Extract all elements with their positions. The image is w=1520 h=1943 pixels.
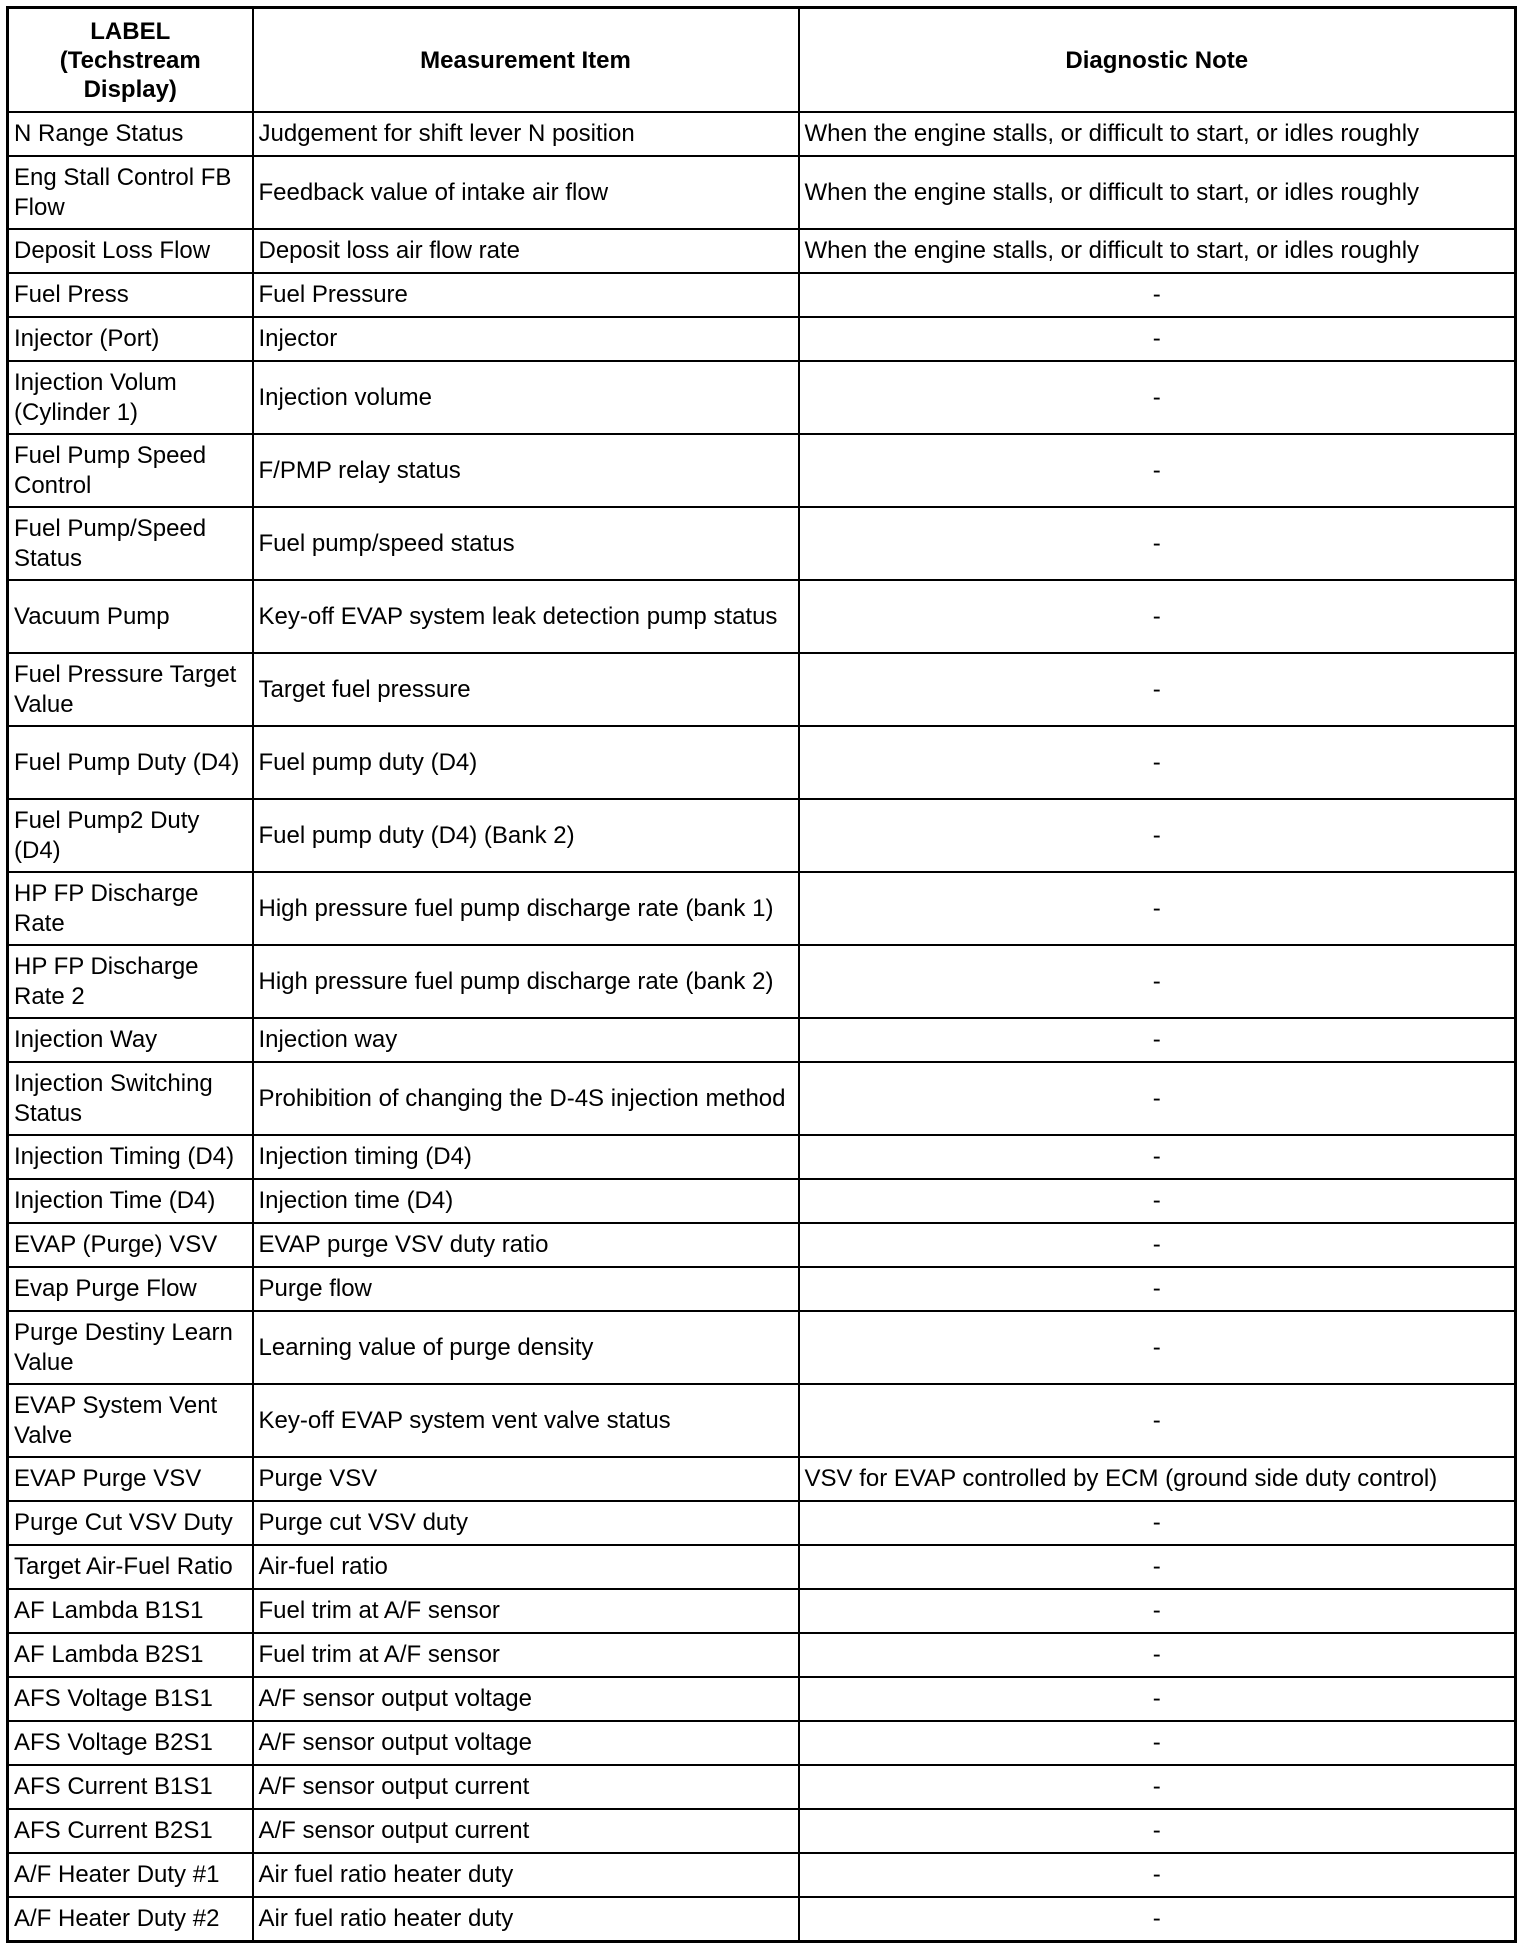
header-label-line: Display)	[83, 75, 177, 103]
table-row	[8, 872, 1516, 945]
table-row	[8, 507, 1516, 580]
cell-label: Vacuum Pump	[8, 580, 253, 653]
table-row	[8, 434, 1516, 507]
cell-measurement-item: Air fuel ratio heater duty	[253, 1897, 799, 1942]
table-header-row	[8, 8, 1516, 113]
table-row	[8, 1765, 1516, 1809]
table-row	[8, 945, 1516, 1018]
cell-diagnostic-note: -	[799, 1135, 1516, 1179]
cell-measurement-item: Fuel pump/speed status	[253, 507, 799, 580]
cell-label: Deposit Loss Flow	[8, 229, 253, 273]
cell-diagnostic-note: -	[799, 1765, 1516, 1809]
table-row	[8, 1589, 1516, 1633]
table-row	[8, 317, 1516, 361]
cell-label: Injector (Port)	[8, 317, 253, 361]
table-row	[8, 273, 1516, 317]
cell-label: EVAP Purge VSV	[8, 1457, 253, 1501]
cell-label: HP FP Discharge Rate	[8, 872, 253, 945]
cell-measurement-item: F/PMP relay status	[253, 434, 799, 507]
table-row	[8, 1384, 1516, 1457]
cell-measurement-item: High pressure fuel pump discharge rate (bank 1)	[253, 872, 799, 945]
cell-diagnostic-note: -	[799, 1853, 1516, 1897]
cell-measurement-item: Feedback value of intake air flow	[253, 156, 799, 229]
table-row	[8, 1311, 1516, 1384]
cell-label: Injection Time (D4)	[8, 1179, 253, 1223]
cell-diagnostic-note: -	[799, 1589, 1516, 1633]
cell-diagnostic-note: -	[799, 1267, 1516, 1311]
cell-measurement-item: Air-fuel ratio	[253, 1545, 799, 1589]
cell-label: HP FP Discharge Rate 2	[8, 945, 253, 1018]
cell-measurement-item: A/F sensor output voltage	[253, 1721, 799, 1765]
cell-measurement-item: Injection way	[253, 1018, 799, 1062]
cell-measurement-item: Judgement for shift lever N position	[253, 112, 799, 156]
cell-measurement-item: Fuel pump duty (D4)	[253, 726, 799, 799]
cell-label: Fuel Pump Duty (D4)	[8, 726, 253, 799]
cell-measurement-item: A/F sensor output current	[253, 1765, 799, 1809]
header-measurement-item: Measurement Item	[253, 8, 799, 113]
cell-label: Fuel Pump/Speed Status	[8, 507, 253, 580]
cell-label: Fuel Pump Speed Control	[8, 434, 253, 507]
table-row	[8, 156, 1516, 229]
cell-label: AFS Voltage B2S1	[8, 1721, 253, 1765]
table-row	[8, 1809, 1516, 1853]
cell-label: AFS Current B2S1	[8, 1809, 253, 1853]
table-row	[8, 1501, 1516, 1545]
cell-measurement-item: Air fuel ratio heater duty	[253, 1853, 799, 1897]
table-row	[8, 799, 1516, 872]
cell-measurement-item: Purge VSV	[253, 1457, 799, 1501]
cell-diagnostic-note: VSV for EVAP controlled by ECM (ground side duty control)	[799, 1457, 1516, 1501]
cell-diagnostic-note: -	[799, 434, 1516, 507]
cell-diagnostic-note: -	[799, 945, 1516, 1018]
cell-diagnostic-note: -	[799, 361, 1516, 434]
table-row	[8, 580, 1516, 653]
cell-diagnostic-note: -	[799, 273, 1516, 317]
data-list-table	[6, 6, 1517, 1943]
cell-measurement-item: Fuel pump duty (D4) (Bank 2)	[253, 799, 799, 872]
table-body	[8, 112, 1516, 1942]
cell-label: Injection Way	[8, 1018, 253, 1062]
cell-measurement-item: Target fuel pressure	[253, 653, 799, 726]
cell-measurement-item: Deposit loss air flow rate	[253, 229, 799, 273]
cell-diagnostic-note: -	[799, 1018, 1516, 1062]
header-label	[8, 8, 253, 113]
cell-measurement-item: Key-off EVAP system vent valve status	[253, 1384, 799, 1457]
cell-label: AF Lambda B1S1	[8, 1589, 253, 1633]
cell-measurement-item: Injector	[253, 317, 799, 361]
cell-measurement-item: Fuel Pressure	[253, 273, 799, 317]
cell-label: AFS Voltage B1S1	[8, 1677, 253, 1721]
cell-diagnostic-note: -	[799, 726, 1516, 799]
table-row	[8, 1457, 1516, 1501]
table-row	[8, 112, 1516, 156]
cell-measurement-item: EVAP purge VSV duty ratio	[253, 1223, 799, 1267]
table-row	[8, 1179, 1516, 1223]
cell-label: Purge Cut VSV Duty	[8, 1501, 253, 1545]
cell-diagnostic-note: -	[799, 507, 1516, 580]
cell-measurement-item: Purge cut VSV duty	[253, 1501, 799, 1545]
cell-label: Fuel Pressure Target Value	[8, 653, 253, 726]
cell-diagnostic-note: -	[799, 317, 1516, 361]
cell-label: AFS Current B1S1	[8, 1765, 253, 1809]
cell-label: Injection Timing (D4)	[8, 1135, 253, 1179]
table-row	[8, 1018, 1516, 1062]
cell-measurement-item: A/F sensor output current	[253, 1809, 799, 1853]
cell-diagnostic-note: -	[799, 1062, 1516, 1135]
cell-label: EVAP (Purge) VSV	[8, 1223, 253, 1267]
table-row	[8, 1267, 1516, 1311]
cell-measurement-item: Injection timing (D4)	[253, 1135, 799, 1179]
cell-diagnostic-note: -	[799, 1384, 1516, 1457]
cell-measurement-item: Injection time (D4)	[253, 1179, 799, 1223]
cell-measurement-item: Prohibition of changing the D-4S injection method	[253, 1062, 799, 1135]
cell-label: Fuel Press	[8, 273, 253, 317]
cell-measurement-item: Key-off EVAP system leak detection pump status	[253, 580, 799, 653]
cell-label: A/F Heater Duty #1	[8, 1853, 253, 1897]
cell-measurement-item: Learning value of purge density	[253, 1311, 799, 1384]
cell-label: A/F Heater Duty #2	[8, 1897, 253, 1942]
cell-label: Eng Stall Control FB Flow	[8, 156, 253, 229]
table-row	[8, 1633, 1516, 1677]
cell-label: Target Air-Fuel Ratio	[8, 1545, 253, 1589]
cell-diagnostic-note: -	[799, 653, 1516, 726]
cell-diagnostic-note: -	[799, 1809, 1516, 1853]
table-row	[8, 1135, 1516, 1179]
cell-diagnostic-note: -	[799, 1721, 1516, 1765]
data-list-table-container	[6, 6, 1514, 1943]
cell-label: EVAP System Vent Valve	[8, 1384, 253, 1457]
table-row	[8, 1721, 1516, 1765]
cell-measurement-item: Fuel trim at A/F sensor	[253, 1633, 799, 1677]
cell-measurement-item: Purge flow	[253, 1267, 799, 1311]
cell-diagnostic-note: When the engine stalls, or difficult to start, or idles roughly	[799, 229, 1516, 273]
cell-diagnostic-note: -	[799, 1179, 1516, 1223]
table-row	[8, 1223, 1516, 1267]
cell-diagnostic-note: -	[799, 1223, 1516, 1267]
cell-measurement-item: Fuel trim at A/F sensor	[253, 1589, 799, 1633]
table-row	[8, 653, 1516, 726]
table-row	[8, 1677, 1516, 1721]
cell-label: Injection Switching Status	[8, 1062, 253, 1135]
cell-diagnostic-note: -	[799, 1897, 1516, 1942]
cell-diagnostic-note: -	[799, 1311, 1516, 1384]
cell-diagnostic-note: -	[799, 1633, 1516, 1677]
cell-label: Injection Volum (Cylinder 1)	[8, 361, 253, 434]
table-row	[8, 1062, 1516, 1135]
cell-diagnostic-note: -	[799, 1501, 1516, 1545]
table-row	[8, 1545, 1516, 1589]
header-diagnostic-note: Diagnostic Note	[799, 8, 1516, 113]
cell-diagnostic-note: When the engine stalls, or difficult to start, or idles roughly	[799, 112, 1516, 156]
cell-label: AF Lambda B2S1	[8, 1633, 253, 1677]
cell-diagnostic-note: -	[799, 799, 1516, 872]
cell-diagnostic-note: -	[799, 1545, 1516, 1589]
table-row	[8, 229, 1516, 273]
cell-label: Evap Purge Flow	[8, 1267, 253, 1311]
cell-diagnostic-note: -	[799, 872, 1516, 945]
cell-diagnostic-note: -	[799, 580, 1516, 653]
cell-measurement-item: High pressure fuel pump discharge rate (bank 2)	[253, 945, 799, 1018]
cell-label: Fuel Pump2 Duty (D4)	[8, 799, 253, 872]
cell-measurement-item: Injection volume	[253, 361, 799, 434]
table-row	[8, 726, 1516, 799]
cell-diagnostic-note: When the engine stalls, or difficult to start, or idles roughly	[799, 156, 1516, 229]
table-row	[8, 1853, 1516, 1897]
cell-label: N Range Status	[8, 112, 253, 156]
cell-measurement-item: A/F sensor output voltage	[253, 1677, 799, 1721]
header-label-line: (Techstream	[59, 46, 201, 74]
header-label-line: LABEL	[90, 17, 171, 45]
table-row	[8, 361, 1516, 434]
cell-diagnostic-note: -	[799, 1677, 1516, 1721]
cell-label: Purge Destiny Learn Value	[8, 1311, 253, 1384]
